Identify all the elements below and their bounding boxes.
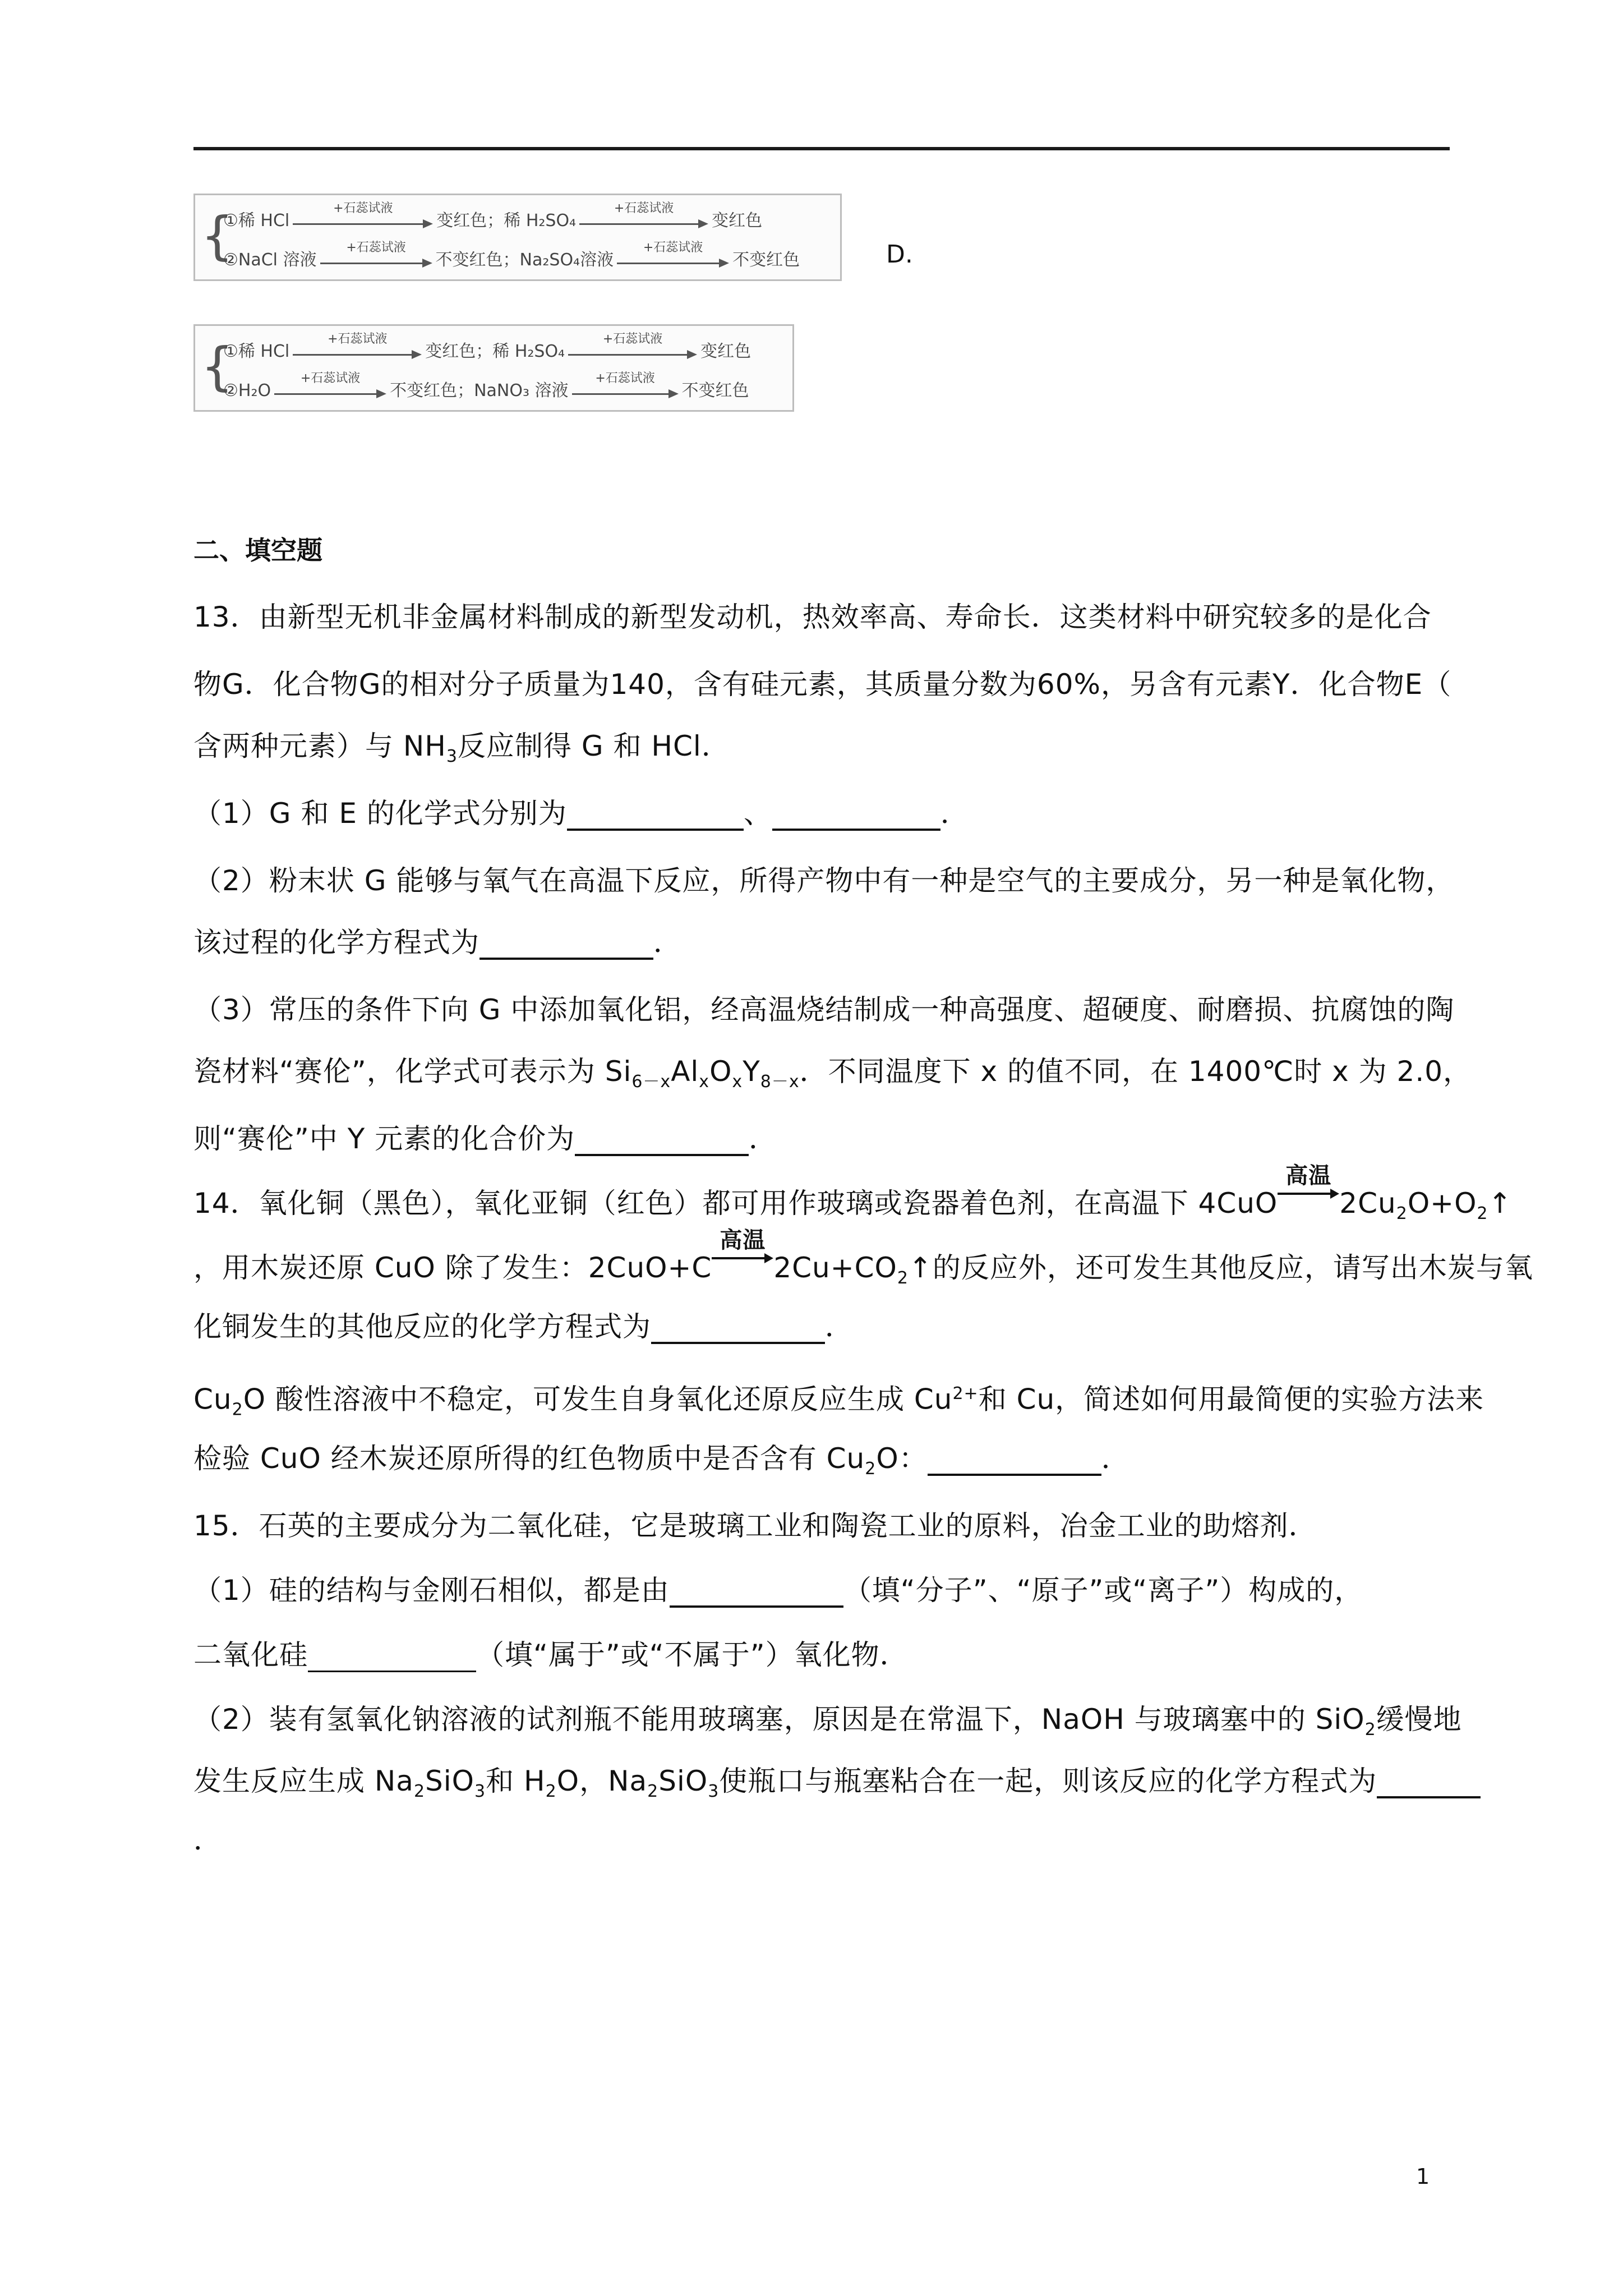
high-temp-arrow-icon: 高温	[1278, 1184, 1339, 1217]
answer-blank[interactable]	[567, 799, 744, 831]
high-temp-arrow-icon: 高温	[712, 1248, 773, 1282]
option-c-row-2	[223, 238, 800, 272]
q13-line-3: 含两种元素）与 $NH_3$反应制得 G 和 HCl．	[193, 730, 730, 766]
answer-blank[interactable]	[651, 1313, 825, 1344]
q13-line-1: 13．由新型无机非金属材料制成的新型发动机，热效率高、寿命长．这类材料中研究较多的是化合	[193, 601, 1432, 633]
answer-blank[interactable]	[479, 928, 653, 960]
q14-line-4: $Cu_2O$ 酸性溶液中不稳定，可发生自身氧化还原反应生成 $Cu^{2+}$和 Cu，简述如何用最简便的实验方法来	[193, 1383, 1484, 1420]
reagent-label: ②NaCl 溶液	[223, 250, 317, 270]
q14-line-3: 化铜发生的其他反应的化学方程式为 ．	[193, 1310, 854, 1343]
answer-blank[interactable]	[308, 1641, 476, 1672]
result-label: 变红色	[712, 211, 763, 231]
arrow-icon: +石蕊试液	[579, 210, 708, 232]
answer-blank[interactable]	[772, 799, 940, 831]
q13-part-3-line-3: 则“赛伦”中 Y 元素的化合价为 ．	[193, 1122, 778, 1155]
q13-part-2-line-2: 该过程的化学方程式为 ．	[193, 926, 682, 959]
q13-line-2: 物G．化合物G的相对分子质量为140，含有硅元素，其质量分数为60%，另含有元素Y．化合物E（	[193, 668, 1452, 701]
reagent-label: ②H₂O	[223, 381, 271, 401]
option-d-row-1	[223, 329, 751, 363]
result-label: 不变红色；Na₂SO₄溶液	[435, 250, 614, 270]
q15-part-1-line-2: 二氧化硅 （填“属于”或“不属于”）氧化物．	[193, 1639, 909, 1671]
arrow-icon: +石蕊试液	[320, 249, 432, 272]
q15-part-1-line-1: （1）硅的结构与金刚石相似，都是由 （填“分子”、“原子”或“离子”）构成的，	[193, 1574, 1363, 1607]
option-d-row-2	[223, 369, 749, 402]
brace-icon: {	[201, 206, 234, 266]
page-number: 1	[1416, 2164, 1430, 2189]
arrow-icon: +石蕊试液	[274, 380, 386, 402]
arrow-icon: +石蕊试液	[293, 341, 422, 363]
option-c-image	[193, 194, 842, 281]
option-d-image	[193, 324, 794, 412]
arrow-icon: +石蕊试液	[568, 341, 697, 363]
answer-blank[interactable]	[575, 1125, 749, 1156]
result-label: 变红色	[700, 342, 751, 361]
result-label: 不变红色	[732, 250, 800, 270]
reagent-label: ①稀 HCl	[223, 342, 290, 361]
q14-line-5: 检验 CuO 经木炭还原所得的红色物质中是否含有 $Cu_2O$： ．	[193, 1442, 1130, 1479]
option-d-label: D.	[886, 240, 913, 269]
q15-line-1: 15．石英的主要成分为二氧化硅，它是玻璃工业和陶瓷工业的原料，冶金工业的助熔剂．	[193, 1510, 1317, 1542]
arrow-icon: +石蕊试液	[617, 249, 729, 272]
header-rule	[193, 147, 1450, 150]
result-label: 不变红色	[681, 381, 749, 401]
result-label: 变红色；稀 H₂SO₄	[436, 211, 577, 231]
option-c-row-1	[223, 199, 762, 232]
answer-blank[interactable]	[1377, 1767, 1481, 1798]
q13-part-1: （1）G 和 E 的化学式分别为 、 ．	[193, 797, 969, 830]
q15-part-2-line-2: 发生反应生成 $Na_2SiO_3$和 $H_2O$，$Na_2SiO_3$使瓶口与瓶塞粘合在一起，则该反应的化学方程式为	[193, 1756, 1453, 1817]
q14-line-2: ，用木炭还原 CuO 除了发生：2CuO+C 高温 $2Cu+CO_2↑$的反应外，还可发生其他反应，请写出木炭与氧	[193, 1227, 1533, 1288]
answer-blank[interactable]	[928, 1444, 1101, 1476]
brace-icon: {	[201, 337, 234, 397]
arrow-icon: +石蕊试液	[293, 210, 433, 232]
q14-line-1: 14．氧化铜（黑色），氧化亚铜（红色）都可用作玻璃或瓷器着色剂，在高温下 4CuO 高温 $2Cu_2O+O_2↑$	[193, 1163, 1513, 1223]
q15-part-2-line-3: ．	[193, 1824, 222, 1856]
q13-part-3-line-2: 瓷材料“赛伦”，化学式可表示为 $Si_{6-x}Al_xO_xY_{8-x}$．不同温度下 x 的值不同，在 1400℃时 x 为 2.0，	[193, 1055, 1472, 1092]
q15-part-2-line-1: （2）装有氢氧化钠溶液的试剂瓶不能用玻璃塞，原因是在常温下，NaOH 与玻璃塞中的 SiO$_2$缓慢地	[193, 1703, 1462, 1740]
q13-part-3-line-1: （3）常压的条件下向 G 中添加氧化铝，经高温烧结制成一种高强度、超硬度、耐磨损、抗腐蚀的陶	[193, 993, 1455, 1026]
arrow-icon: +石蕊试液	[572, 380, 679, 402]
result-label: 变红色；稀 H₂SO₄	[425, 342, 565, 361]
reagent-label: ①稀 HCl	[223, 211, 290, 231]
section-title: 二、填空题	[193, 535, 322, 565]
result-label: 不变红色；NaNO₃ 溶液	[390, 381, 569, 401]
answer-blank[interactable]	[670, 1576, 843, 1608]
q13-part-2-line-1: （2）粉末状 G 能够与氧气在高温下反应，所得产物中有一种是空气的主要成分，另一种是氧化物，	[193, 864, 1455, 897]
